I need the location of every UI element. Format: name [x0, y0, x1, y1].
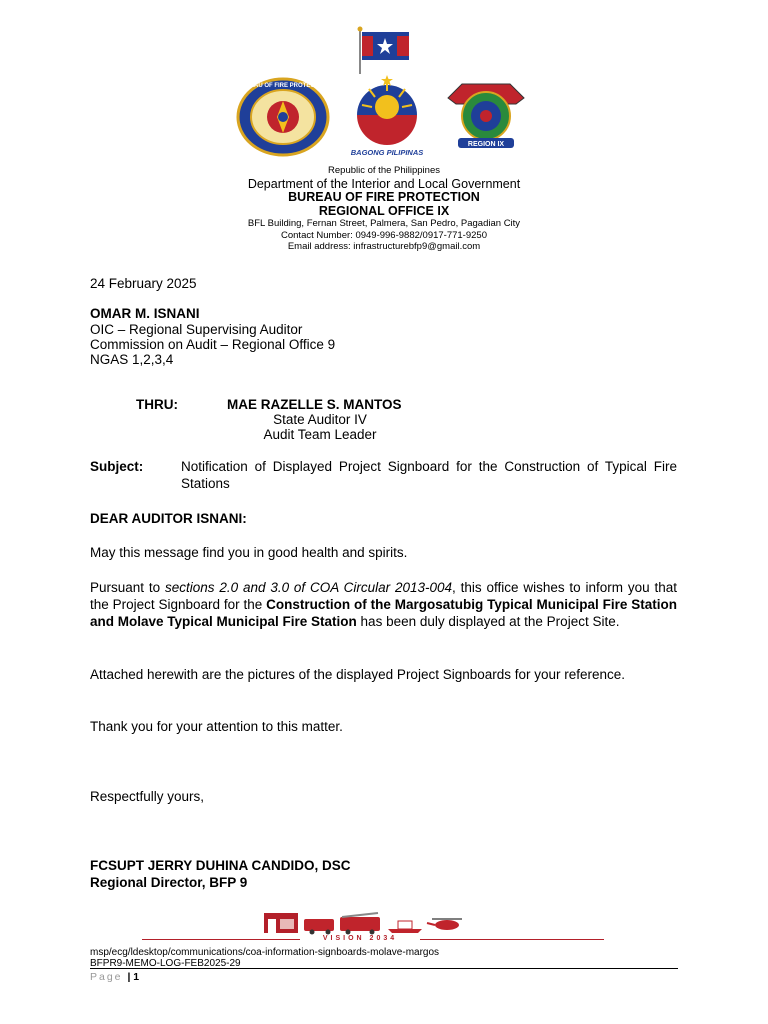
thru-title-1: State Auditor IV — [273, 412, 367, 427]
para2-text-e: has been duly displayed at the Project Site. — [356, 614, 620, 629]
contact-line: Contact Number: 0949-996-9882/0917-771-9250 — [281, 230, 487, 241]
footer-file-path: msp/ecg/ldesktop/communications/coa-information-signboards-molave-margos — [90, 947, 440, 958]
closing: Respectfully yours, — [90, 789, 205, 804]
bfp-seal-icon — [236, 77, 330, 157]
recipient-office: Commission on Audit – Regional Office 9 — [90, 337, 336, 352]
vision-2034-label: VISION 2034 — [300, 935, 420, 942]
region-badge-text: REGION IX — [467, 141, 505, 148]
email-line: Email address: infrastructurebfp9@gmail.com — [287, 241, 481, 252]
para2-text-a: Pursuant to — [90, 580, 165, 595]
flag-icon — [355, 26, 413, 76]
region-ix-badge-icon — [444, 78, 528, 152]
page-number: | 1 — [127, 971, 140, 983]
region-line: REGIONAL OFFICE IX — [318, 204, 450, 218]
recipient-title: OIC – Regional Supervising Auditor — [90, 322, 303, 337]
thru-title-2: Audit Team Leader — [263, 427, 377, 442]
vision-rule-left — [142, 939, 302, 940]
fire-vehicles-illustration-icon — [262, 911, 467, 935]
footer-memo-ref: BFPR9-MEMO-LOG-FEB2025-29 — [90, 958, 241, 969]
republic-line: Republic of the Philippines — [328, 165, 440, 176]
address-line: BFL Building, Fernan Street, Palmera, San Pedro, Pagadian City — [247, 218, 521, 229]
para2-citation: sections 2.0 and 3.0 of COA Circular 2013-004 — [164, 580, 453, 595]
vision-rule-right — [418, 939, 604, 940]
footer-divider — [90, 968, 678, 969]
recipient-ngas: NGAS 1,2,3,4 — [90, 352, 174, 367]
thru-name: MAE RAZELLE S. MANTOS — [227, 397, 402, 412]
page-indicator — [90, 971, 139, 983]
letter-date: 24 February 2025 — [90, 276, 197, 291]
paragraph-3: Attached herewith are the pictures of the displayed Project Signboards for your reference. — [90, 667, 626, 682]
paragraph-1: May this message find you in good health and spirits. — [90, 545, 408, 560]
bureau-line: BUREAU OF FIRE PROTECTION — [288, 190, 480, 204]
salutation: DEAR AUDITOR ISNANI: — [90, 511, 247, 526]
signatory-name: FCSUPT JERRY DUHINA CANDIDO, DSC — [90, 858, 351, 873]
page-label: Page — [90, 971, 123, 983]
signatory-title: Regional Director, BFP 9 — [90, 875, 248, 890]
paragraph-2 — [90, 579, 677, 630]
bagong-pilipinas-logo-icon — [342, 73, 432, 159]
seal-text: BUREAU OF FIRE PROTECTION — [236, 83, 330, 89]
thru-label: THRU: — [136, 397, 178, 412]
paragraph-4: Thank you for your attention to this matter. — [90, 719, 343, 734]
subject-label: Subject: — [90, 459, 144, 474]
recipient-name: OMAR M. ISNANI — [90, 306, 200, 321]
para2-text-c: , this office wishes to inform you that the Project Signboard for the — [90, 580, 677, 612]
department-line: Department of the Interior and Local Government — [247, 177, 521, 191]
bagong-pilipinas-text: BAGONG PILIPINAS — [350, 148, 424, 157]
subject-text: Notification of Displayed Project Signboard for the Construction of Typical Fire Stations — [181, 459, 677, 491]
para2-project: Construction of the Margosatubig Typical Municipal Fire Station and Molave Typical Municipal Fire Station — [90, 597, 677, 629]
